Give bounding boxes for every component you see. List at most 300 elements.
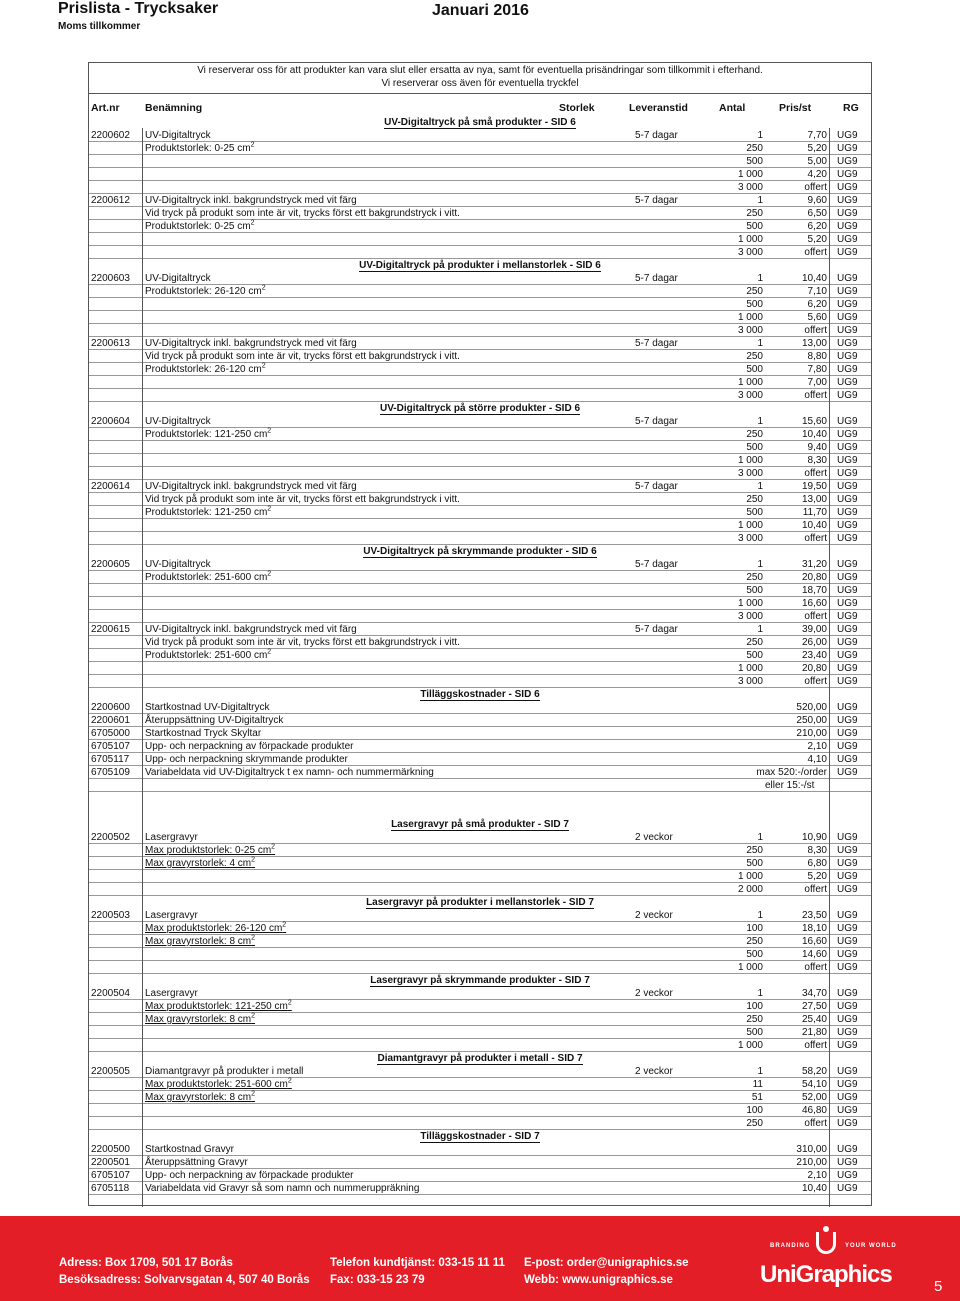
price-group: UG9 bbox=[837, 156, 858, 167]
superscript: 2 bbox=[287, 1077, 292, 1085]
quantity: 1 bbox=[757, 1066, 763, 1077]
quantity: 3 000 bbox=[737, 611, 763, 622]
item-name: Startkostnad Gravyr bbox=[145, 1144, 234, 1155]
table-row bbox=[89, 909, 871, 922]
price-group: UG9 bbox=[837, 1066, 858, 1077]
unit-price: 27,50 bbox=[801, 1001, 827, 1012]
table-row bbox=[89, 584, 871, 597]
unit-price: 13,00 bbox=[801, 494, 827, 505]
table-row bbox=[89, 701, 871, 714]
quantity: 250 bbox=[746, 845, 763, 856]
unit-price: 5,20 bbox=[807, 234, 827, 245]
unit-price: offert bbox=[804, 1118, 827, 1129]
lead-time: 5-7 dagar bbox=[635, 624, 678, 635]
table-row bbox=[89, 168, 871, 181]
unit-price: 9,40 bbox=[807, 442, 827, 453]
table-row bbox=[89, 636, 871, 649]
article-number: 6705109 bbox=[91, 767, 130, 778]
table-row bbox=[89, 948, 871, 961]
item-name: Variabeldata vid UV-Digitaltryck t ex namn- och nummermärkning bbox=[145, 767, 434, 778]
table-row bbox=[89, 324, 871, 337]
article-number: 6705107 bbox=[91, 1170, 130, 1181]
header-art: Art.nr bbox=[91, 102, 120, 114]
price-group: UG9 bbox=[837, 325, 858, 336]
footer-phone: Telefon kundtjänst: 033-15 11 11 bbox=[330, 1257, 505, 1269]
unit-price: 20,80 bbox=[801, 663, 827, 674]
unit-price: max 520:-/order bbox=[756, 767, 827, 778]
quantity: 250 bbox=[746, 936, 763, 947]
table-row bbox=[89, 727, 871, 740]
article-number: 6705117 bbox=[91, 754, 130, 765]
price-group: UG9 bbox=[837, 273, 858, 284]
unit-price: offert bbox=[804, 468, 827, 479]
section-heading bbox=[89, 545, 871, 558]
price-group: UG9 bbox=[837, 299, 858, 310]
header-rg: RG bbox=[843, 102, 859, 114]
table-row bbox=[89, 415, 871, 428]
item-detail-text: Produktstorlek: 121-250 cm bbox=[145, 429, 268, 440]
price-group: UG9 bbox=[837, 611, 858, 622]
unigraphics-logo: UniGraphics bbox=[760, 1261, 892, 1288]
price-group: UG9 bbox=[837, 871, 858, 882]
quantity: 3 000 bbox=[737, 533, 763, 544]
notice-divider bbox=[89, 93, 871, 94]
price-group: UG9 bbox=[837, 832, 858, 843]
quantity: 1 bbox=[757, 624, 763, 635]
unit-price: offert bbox=[804, 533, 827, 544]
table-row bbox=[89, 1143, 871, 1156]
price-group: UG9 bbox=[837, 949, 858, 960]
article-number: 2200612 bbox=[91, 195, 130, 206]
item-name: Startkostnad UV-Digitaltryck bbox=[145, 702, 270, 713]
unit-price: 34,70 bbox=[801, 988, 827, 999]
page-title: Prislista - Trycksaker bbox=[58, 0, 219, 17]
quantity: 1 000 bbox=[737, 234, 763, 245]
item-name: Lasergravyr bbox=[145, 910, 198, 921]
unit-price: 7,70 bbox=[807, 130, 827, 141]
unit-price: 6,80 bbox=[807, 858, 827, 869]
item-name: Lasergravyr bbox=[145, 988, 198, 999]
table-row bbox=[89, 350, 871, 363]
table-row bbox=[89, 961, 871, 974]
table-row bbox=[89, 480, 871, 493]
quantity: 500 bbox=[746, 1027, 763, 1038]
footer-address: Adress: Box 1709, 501 17 Borås bbox=[59, 1257, 233, 1269]
unit-price: 6,20 bbox=[807, 299, 827, 310]
quantity: 500 bbox=[746, 221, 763, 232]
section-heading bbox=[89, 818, 871, 831]
unit-price: 11,70 bbox=[802, 507, 827, 518]
unit-price: 10,40 bbox=[801, 520, 827, 531]
item-detail-text: Vid tryck på produkt som inte är vit, trycks först ett bakgrundstryck i vitt. bbox=[145, 208, 460, 219]
article-number: 2200613 bbox=[91, 338, 130, 349]
quantity: 3 000 bbox=[737, 182, 763, 193]
item-detail-text: Max produktstorlek: 121-250 cm bbox=[145, 1001, 288, 1012]
unit-price: offert bbox=[804, 325, 827, 336]
price-group: UG9 bbox=[837, 598, 858, 609]
unit-price: 9,60 bbox=[807, 195, 827, 206]
price-group: UG9 bbox=[837, 559, 858, 570]
price-group: UG9 bbox=[837, 572, 858, 583]
quantity: 1 000 bbox=[737, 598, 763, 609]
price-group: UG9 bbox=[837, 754, 858, 765]
unit-price: 18,10 bbox=[801, 923, 827, 934]
vat-note: Moms tillkommer bbox=[58, 21, 141, 32]
unit-price: 15,60 bbox=[801, 416, 827, 427]
article-number: 2200614 bbox=[91, 481, 130, 492]
unit-price: 25,40 bbox=[801, 1014, 827, 1025]
article-number: 2200603 bbox=[91, 273, 130, 284]
quantity: 3 000 bbox=[737, 390, 763, 401]
unit-price: 7,00 bbox=[807, 377, 827, 388]
article-number: 6705118 bbox=[91, 1183, 130, 1194]
section-title: Tilläggskostnader - SID 7 bbox=[420, 1131, 540, 1142]
lead-time: 5-7 dagar bbox=[635, 416, 678, 427]
quantity: 250 bbox=[746, 494, 763, 505]
price-group: UG9 bbox=[837, 1014, 858, 1025]
table-row bbox=[89, 285, 871, 298]
table-row bbox=[89, 623, 871, 636]
lead-time: 5-7 dagar bbox=[635, 481, 678, 492]
unit-price: offert bbox=[804, 182, 827, 193]
section-heading bbox=[89, 1130, 871, 1143]
item-name: Upp- och nerpackning skrymmande produkter bbox=[145, 754, 348, 765]
superscript: 2 bbox=[250, 219, 255, 227]
unit-price: 23,50 bbox=[801, 910, 827, 921]
superscript: 2 bbox=[267, 505, 272, 513]
price-group: UG9 bbox=[837, 416, 858, 427]
article-number: 2200503 bbox=[91, 910, 130, 921]
superscript: 2 bbox=[287, 999, 292, 1007]
price-group: UG9 bbox=[837, 637, 858, 648]
footer bbox=[0, 1216, 960, 1301]
table-row bbox=[89, 1065, 871, 1078]
table-row bbox=[89, 129, 871, 142]
superscript: 2 bbox=[251, 856, 256, 864]
unit-price: 310,00 bbox=[796, 1144, 827, 1155]
item-detail-text: Produktstorlek: 251-600 cm bbox=[145, 650, 268, 661]
header-qty: Antal bbox=[719, 102, 746, 114]
table-row bbox=[89, 1026, 871, 1039]
quantity: 1 000 bbox=[737, 871, 763, 882]
unit-price: 19,50 bbox=[801, 481, 827, 492]
price-group: UG9 bbox=[837, 676, 858, 687]
table-row bbox=[89, 831, 871, 844]
unit-price: 10,90 bbox=[801, 832, 827, 843]
brand-tag-left: BRANDING bbox=[770, 1243, 811, 1249]
quantity: 3 000 bbox=[737, 247, 763, 258]
superscript: 2 bbox=[250, 141, 255, 149]
table-row bbox=[89, 753, 871, 766]
quantity: 3 000 bbox=[737, 468, 763, 479]
unit-price: 5,00 bbox=[807, 156, 827, 167]
table-row bbox=[89, 935, 871, 948]
quantity: 1 bbox=[757, 988, 763, 999]
unit-price: 2,10 bbox=[807, 741, 827, 752]
section-heading bbox=[89, 259, 871, 272]
section-heading bbox=[89, 402, 871, 415]
section-heading bbox=[89, 896, 871, 909]
superscript: 2 bbox=[267, 427, 272, 435]
superscript: 2 bbox=[261, 362, 266, 370]
price-group: UG9 bbox=[837, 1183, 858, 1194]
price-group: UG9 bbox=[837, 728, 858, 739]
lead-time: 5-7 dagar bbox=[635, 338, 678, 349]
price-group: UG9 bbox=[837, 533, 858, 544]
price-group: UG9 bbox=[837, 429, 858, 440]
table-row bbox=[89, 662, 871, 675]
quantity: 1 bbox=[757, 416, 763, 427]
quantity: 1 bbox=[757, 195, 763, 206]
item-detail-text: Vid tryck på produkt som inte är vit, trycks först ett bakgrundstryck i vitt. bbox=[145, 637, 460, 648]
price-table bbox=[88, 62, 872, 1206]
unit-price: 4,20 bbox=[807, 169, 827, 180]
price-group: UG9 bbox=[837, 962, 858, 973]
article-number: 2200502 bbox=[91, 832, 130, 843]
item-detail-text: Produktstorlek: 0-25 cm bbox=[145, 143, 251, 154]
lead-time: 5-7 dagar bbox=[635, 273, 678, 284]
price-group: UG9 bbox=[837, 715, 858, 726]
item-name: UV-Digitaltryck bbox=[145, 416, 211, 427]
price-group: UG9 bbox=[837, 494, 858, 505]
quantity: 500 bbox=[746, 442, 763, 453]
price-group: UG9 bbox=[837, 455, 858, 466]
price-group: UG9 bbox=[837, 247, 858, 258]
item-detail-text: Vid tryck på produkt som inte är vit, trycks först ett bakgrundstryck i vitt. bbox=[145, 351, 460, 362]
table-row bbox=[89, 1156, 871, 1169]
unit-price: 7,80 bbox=[807, 364, 827, 375]
table-row bbox=[89, 1039, 871, 1052]
quantity: 500 bbox=[746, 585, 763, 596]
table-row bbox=[89, 298, 871, 311]
unit-price: 250,00 bbox=[796, 715, 827, 726]
item-name: Startkostnad Tryck Skyltar bbox=[145, 728, 262, 739]
item-detail-text: Produktstorlek: 0-25 cm bbox=[145, 221, 251, 232]
table-row bbox=[89, 792, 871, 805]
quantity: 1 000 bbox=[737, 377, 763, 388]
table-row bbox=[89, 844, 871, 857]
unit-price: offert bbox=[804, 611, 827, 622]
unit-price: 58,20 bbox=[801, 1066, 827, 1077]
unit-price: 31,20 bbox=[801, 559, 827, 570]
price-group: UG9 bbox=[837, 1118, 858, 1129]
unit-price: 39,00 bbox=[801, 624, 827, 635]
lead-time: 5-7 dagar bbox=[635, 559, 678, 570]
superscript: 2 bbox=[267, 570, 272, 578]
unit-price-note: eller 15:-/st bbox=[765, 780, 815, 791]
price-group: UG9 bbox=[837, 169, 858, 180]
unit-price: 8,30 bbox=[807, 455, 827, 466]
footer-email[interactable]: E-post: order@unigraphics.se bbox=[524, 1257, 689, 1269]
item-name: Återuppsättning UV-Digitaltryck bbox=[145, 715, 284, 726]
table-row bbox=[89, 1182, 871, 1195]
table-row bbox=[89, 1013, 871, 1026]
quantity: 3 000 bbox=[737, 676, 763, 687]
price-group: UG9 bbox=[837, 923, 858, 934]
unit-price: offert bbox=[804, 884, 827, 895]
price-group: UG9 bbox=[837, 195, 858, 206]
quantity: 1 bbox=[757, 338, 763, 349]
logo-u-icon bbox=[816, 1232, 836, 1254]
quantity: 1 bbox=[757, 559, 763, 570]
item-name: Återuppsättning Gravyr bbox=[145, 1157, 248, 1168]
quantity: 51 bbox=[751, 1092, 763, 1103]
article-number: 2200504 bbox=[91, 988, 130, 999]
section-heading bbox=[89, 116, 871, 129]
quantity: 1 bbox=[757, 130, 763, 141]
unit-price: 2,10 bbox=[807, 1170, 827, 1181]
quantity: 1 bbox=[757, 832, 763, 843]
table-row bbox=[89, 1000, 871, 1013]
unit-price: 4,10 bbox=[807, 754, 827, 765]
item-detail-text: Produktstorlek: 121-250 cm bbox=[145, 507, 268, 518]
header-lead: Leveranstid bbox=[629, 102, 688, 114]
footer-visit-address: Besöksadress: Solvarvsgatan 4, 507 40 Borås bbox=[59, 1274, 310, 1286]
table-row bbox=[89, 857, 871, 870]
header-size: Storlek bbox=[559, 102, 595, 114]
price-group: UG9 bbox=[837, 884, 858, 895]
superscript: 2 bbox=[267, 648, 272, 656]
quantity: 1 000 bbox=[737, 169, 763, 180]
article-number: 2200501 bbox=[91, 1157, 130, 1168]
price-group: UG9 bbox=[837, 650, 858, 661]
section-title: Lasergravyr på skrymmande produkter - SID 7 bbox=[370, 975, 590, 986]
item-detail-text: Max gravyrstorlek: 4 cm bbox=[145, 858, 252, 869]
superscript: 2 bbox=[251, 1090, 256, 1098]
quantity: 1 000 bbox=[737, 312, 763, 323]
price-group: UG9 bbox=[837, 468, 858, 479]
unit-price: offert bbox=[804, 1040, 827, 1051]
notice-line-1: Vi reserverar oss för att produkter kan vara slut eller ersatta av nya, samt för eventuella prisändringar som tillkommit i efterhand. bbox=[197, 65, 763, 76]
unit-price: 18,70 bbox=[801, 585, 827, 596]
table-row bbox=[89, 558, 871, 571]
table-row bbox=[89, 194, 871, 207]
unit-price: 7,10 bbox=[807, 286, 827, 297]
unit-price: 26,00 bbox=[801, 637, 827, 648]
price-group: UG9 bbox=[837, 1157, 858, 1168]
price-group: UG9 bbox=[837, 143, 858, 154]
unit-price: 10,40 bbox=[801, 1183, 827, 1194]
table-row bbox=[89, 766, 871, 779]
item-name: UV-Digitaltryck inkl. bakgrundstryck med vit färg bbox=[145, 338, 357, 349]
header-price: Pris/st bbox=[779, 102, 812, 114]
superscript: 2 bbox=[261, 284, 266, 292]
table-row bbox=[89, 272, 871, 285]
article-number: 6705107 bbox=[91, 741, 130, 752]
table-row bbox=[89, 389, 871, 402]
unit-price: 54,10 bbox=[801, 1079, 827, 1090]
quantity: 500 bbox=[746, 650, 763, 661]
item-name: Diamantgravyr på produkter i metall bbox=[145, 1066, 304, 1077]
section-title: Lasergravyr på små produkter - SID 7 bbox=[391, 819, 569, 830]
table-row bbox=[89, 987, 871, 1000]
table-row bbox=[89, 1078, 871, 1091]
item-detail-text: Produktstorlek: 26-120 cm bbox=[145, 364, 262, 375]
item-name: Lasergravyr bbox=[145, 832, 198, 843]
footer-web[interactable]: Webb: www.unigraphics.se bbox=[524, 1274, 673, 1286]
section-title: Lasergravyr på produkter i mellanstorlek - SID 7 bbox=[366, 897, 594, 908]
quantity: 500 bbox=[746, 364, 763, 375]
quantity: 500 bbox=[746, 299, 763, 310]
column-header-row bbox=[89, 102, 871, 115]
item-detail-text: Vid tryck på produkt som inte är vit, trycks först ett bakgrundstryck i vitt. bbox=[145, 494, 460, 505]
article-number: 2200602 bbox=[91, 130, 130, 141]
item-name: UV-Digitaltryck inkl. bakgrundstryck med vit färg bbox=[145, 195, 357, 206]
table-row bbox=[89, 493, 871, 506]
price-group: UG9 bbox=[837, 1001, 858, 1012]
price-group: UG9 bbox=[837, 663, 858, 674]
article-number: 2200615 bbox=[91, 624, 130, 635]
price-group: UG9 bbox=[837, 377, 858, 388]
article-number: 2200500 bbox=[91, 1144, 130, 1155]
price-group: UG9 bbox=[837, 624, 858, 635]
table-row bbox=[89, 519, 871, 532]
unit-price: 210,00 bbox=[796, 1157, 827, 1168]
price-group: UG9 bbox=[837, 845, 858, 856]
item-name: Upp- och nerpackning av förpackade produkter bbox=[145, 741, 354, 752]
column-divider-price bbox=[829, 128, 830, 1207]
table-row bbox=[89, 506, 871, 519]
unit-price: 5,20 bbox=[807, 143, 827, 154]
price-group: UG9 bbox=[837, 1105, 858, 1116]
price-group: UG9 bbox=[837, 130, 858, 141]
table-row bbox=[89, 428, 871, 441]
quantity: 1 000 bbox=[737, 1040, 763, 1051]
table-row bbox=[89, 1169, 871, 1182]
quantity: 500 bbox=[746, 949, 763, 960]
quantity: 250 bbox=[746, 286, 763, 297]
table-row bbox=[89, 467, 871, 480]
table-row bbox=[89, 311, 871, 324]
table-row bbox=[89, 1117, 871, 1130]
item-detail-text: Max produktstorlek: 0-25 cm bbox=[145, 845, 272, 856]
quantity: 1 000 bbox=[737, 455, 763, 466]
superscript: 2 bbox=[251, 934, 256, 942]
unit-price: 14,60 bbox=[801, 949, 827, 960]
price-group: UG9 bbox=[837, 390, 858, 401]
quantity: 1 000 bbox=[737, 663, 763, 674]
lead-time: 5-7 dagar bbox=[635, 130, 678, 141]
table-row bbox=[89, 922, 871, 935]
footer-fax: Fax: 033-15 23 79 bbox=[330, 1274, 425, 1286]
quantity: 11 bbox=[752, 1079, 763, 1090]
table-row bbox=[89, 220, 871, 233]
unit-price: 16,60 bbox=[801, 936, 827, 947]
table-row bbox=[89, 246, 871, 259]
unit-price: offert bbox=[804, 676, 827, 687]
article-number: 2200600 bbox=[91, 702, 130, 713]
table-row bbox=[89, 1091, 871, 1104]
superscript: 2 bbox=[271, 843, 276, 851]
lead-time: 2 veckor bbox=[635, 910, 673, 921]
article-number: 2200505 bbox=[91, 1066, 130, 1077]
table-row bbox=[89, 883, 871, 896]
item-detail-text: Max gravyrstorlek: 8 cm bbox=[145, 936, 252, 947]
quantity: 250 bbox=[746, 208, 763, 219]
item-name: UV-Digitaltryck inkl. bakgrundstryck med vit färg bbox=[145, 624, 357, 635]
table-row bbox=[89, 779, 871, 792]
price-group: UG9 bbox=[837, 312, 858, 323]
lead-time: 2 veckor bbox=[635, 1066, 673, 1077]
price-list-date: Januari 2016 bbox=[432, 2, 529, 19]
price-group: UG9 bbox=[837, 364, 858, 375]
unit-price: offert bbox=[804, 247, 827, 258]
quantity: 250 bbox=[746, 429, 763, 440]
quantity: 100 bbox=[746, 1105, 763, 1116]
price-group: UG9 bbox=[837, 988, 858, 999]
unit-price: 20,80 bbox=[801, 572, 827, 583]
price-group: UG9 bbox=[837, 936, 858, 947]
